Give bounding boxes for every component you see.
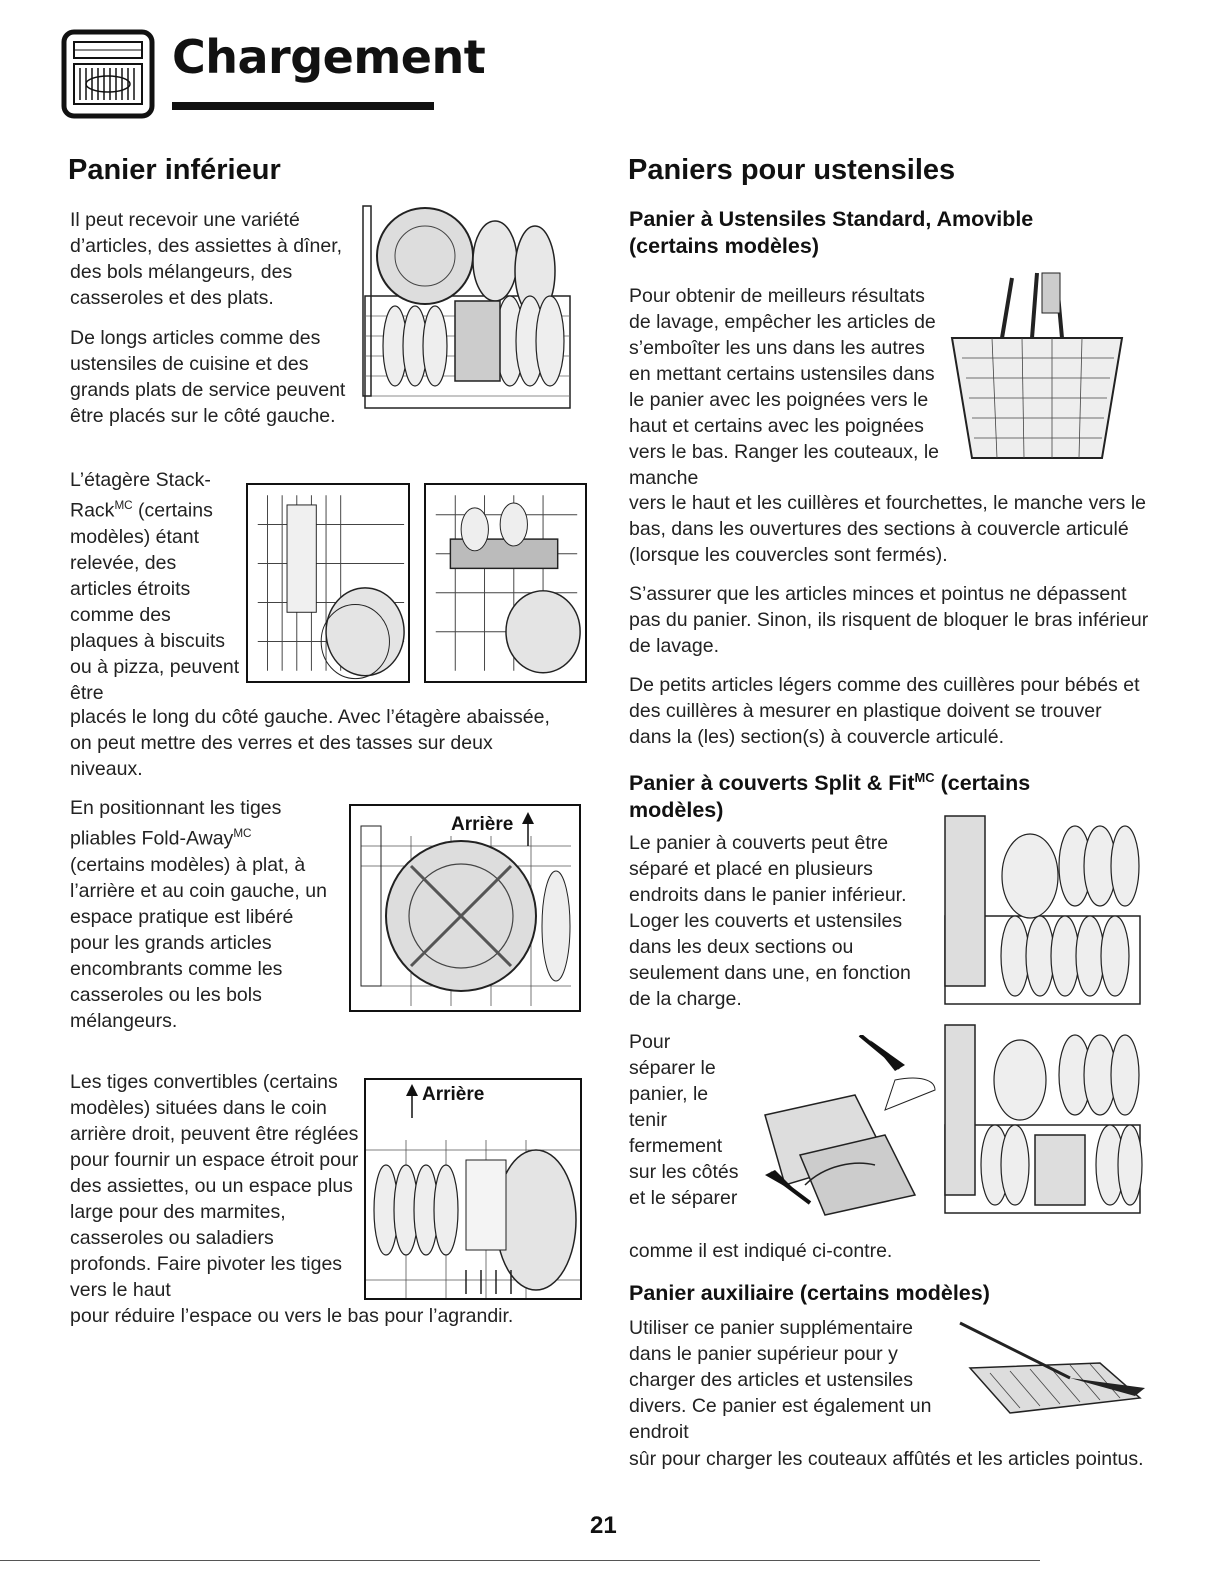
subheading-panier-standard: Panier à Ustensiles Standard, Amovible (certains modèles) xyxy=(629,207,1034,258)
paragraph-3-line-1: L’étagère Stack- xyxy=(70,469,211,491)
caption-arriere: Arrière xyxy=(451,814,514,835)
stack-rack-up-illustration xyxy=(246,483,410,683)
page-number: 21 xyxy=(590,1512,617,1539)
right-paragraph-2: S’assurer que les articles minces et pointus ne dépassent pas du panier. Sinon, ils risquent de bloquer le bras inférieur de lavage. xyxy=(629,583,1149,657)
stack-rack-label: Rack xyxy=(70,499,115,522)
silverware-basket-illustration xyxy=(942,268,1132,468)
paragraph-4-b: (certains modèles) à plat, à l’arrière et au coin gauche, un espace pratique est libéré pour les grands articles encombrants comme les casseroles ou les bols mélangeurs. xyxy=(70,853,327,1032)
paragraph-2: De longs articles comme des ustensiles de cuisine et des grands plats de service peuvent être placés sur le côté gauche. xyxy=(70,327,346,427)
convertible-tines-illustration xyxy=(364,1078,582,1300)
paragraph-4-a: En positionnant les tiges pliables Fold-Away xyxy=(70,797,282,850)
trademark-sup: MC xyxy=(233,827,252,840)
paragraph-1: Il peut recevoir une variété d’articles, des assiettes à dîner, des bols mélangeurs, des casseroles et des plats. xyxy=(70,209,343,309)
right-paragraph-3: De petits articles légers comme des cuillères pour bébés et des cuillères à mesurer en plastique doivent se trouver dans la (les) section(s) à couvercle articulé. xyxy=(629,674,1140,748)
section-heading-panier-inferieur: Panier inférieur xyxy=(68,154,281,186)
stack-rack-down-illustration xyxy=(424,483,587,683)
page-title: Chargement xyxy=(172,30,486,84)
paragraph-5-tail: pour réduire l’espace ou vers le bas pour l’agrandir. xyxy=(70,1305,514,1327)
split-fit-label-tail: (certains modèles) xyxy=(629,771,1031,823)
split-basket-rack-2-illustration xyxy=(935,1015,1145,1220)
auxiliary-basket-illustration xyxy=(950,1318,1150,1428)
right-paragraph-6-tail: sûr pour charger les couteaux affûtés et les articles pointus. xyxy=(629,1448,1144,1470)
fold-away-illustration xyxy=(349,804,581,1012)
convertible-tines-drawing xyxy=(366,1080,580,1298)
paragraph-3 xyxy=(70,467,240,706)
paragraph-3-rest: modèles) étant relevée, des articles étroits comme des plaques à biscuits ou à pizza, peuvent être xyxy=(70,525,240,704)
paragraph-3-tail: placés le long du côté gauche. Avec l’étagère abaissée, on peut mettre des verres et des tasses sur deux niveaux. xyxy=(70,706,550,780)
right-paragraph-6: Utiliser ce panier supplémentaire dans le panier supérieur pour y charger des articles et ustensiles divers. Ce panier est également un endroit xyxy=(629,1317,932,1443)
lower-rack-illustration xyxy=(355,196,580,418)
trademark-sup: MC xyxy=(114,499,133,512)
caption-arriere: Arrière xyxy=(422,1084,485,1105)
dishwasher-icon xyxy=(60,28,156,120)
arrow-up-icon xyxy=(406,1084,418,1118)
title-underline xyxy=(172,102,434,110)
trademark-sup: MC xyxy=(914,770,935,785)
split-basket-rack-illustration xyxy=(935,806,1145,1011)
paragraph-4 xyxy=(70,795,328,1034)
right-paragraph-5: Pour séparer le panier, le tenir fermement sur les côtés et le séparer xyxy=(629,1031,739,1209)
right-paragraph-1: Pour obtenir de meilleurs résultats de lavage, empêcher les articles de s’emboîter les uns dans les autres en mettant certains ustensiles dans le panier avec les poignées vers le haut et certains avec les poignées vers le bas. Ranger les couteaux, le manche xyxy=(629,285,940,489)
certains-label: (certains xyxy=(132,499,213,522)
fold-away-drawing xyxy=(351,806,579,1010)
right-paragraph-1-tail: vers le haut et les cuillères et fourchettes, le manche vers le bas, dans les ouvertures des sections à couvercle articulé (lorsque les couvercles sont fermés). xyxy=(629,492,1146,566)
right-paragraph-4: Le panier à couverts peut être séparé et placé en plusieurs endroits dans le panier inférieur. Loger les couverts et ustensiles dans les deux sections ou seulement dans une, en fonction de la charge. xyxy=(629,832,911,1010)
subheading-panier-auxiliaire: Panier auxiliaire (certains modèles) xyxy=(629,1281,990,1305)
separate-basket-illustration xyxy=(745,1035,940,1225)
header xyxy=(60,28,486,128)
section-heading-paniers-ustensiles: Paniers pour ustensiles xyxy=(628,154,956,186)
footer-rule xyxy=(0,1560,1040,1561)
right-paragraph-5-tail: comme il est indiqué ci-contre. xyxy=(629,1240,893,1262)
split-fit-label: Panier à couverts Split & Fit xyxy=(629,771,915,796)
arrow-up-icon xyxy=(522,812,534,846)
paragraph-5: Les tiges convertibles (certains modèles) situées dans le coin arrière droit, peuvent être réglées pour fournir un espace étroit pour des assiettes, ou un espace plus large pour des marmites, casseroles ou saladiers profonds. Faire pivoter les tiges vers le haut xyxy=(70,1071,359,1301)
paragraph-3-line-2 xyxy=(70,493,240,524)
